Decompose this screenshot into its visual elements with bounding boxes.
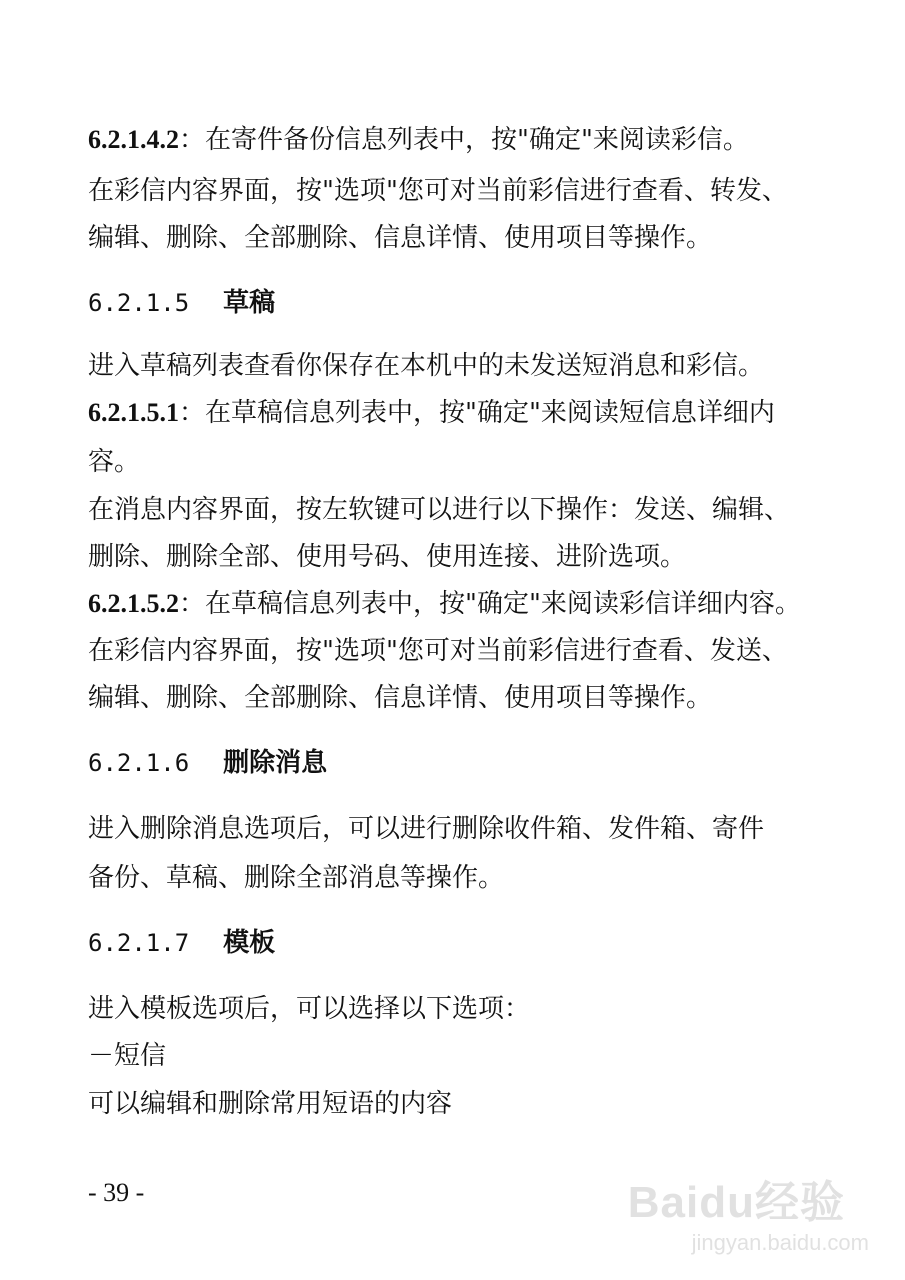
clause-text: ：在寄件备份信息列表中，按"确定"来阅读彩信。 xyxy=(179,125,749,155)
clause-text: ：在草稿信息列表中，按"确定"来阅读彩信详细内容。 xyxy=(179,589,801,619)
line-6-2-1-4-2 xyxy=(88,123,825,157)
body-line: 编辑、删除、全部删除、信息详情、使用项目等操作。 xyxy=(88,683,713,713)
body-line: 可以编辑和删除常用短语的内容 xyxy=(88,1089,453,1119)
section-title: 草稿 xyxy=(223,288,276,318)
watermark-url: jingyan.baidu.com xyxy=(691,1230,869,1255)
section-title: 删除消息 xyxy=(223,748,328,778)
body-line: 在消息内容界面，按左软键可以进行以下操作：发送、编辑、 xyxy=(88,495,791,525)
body-line: 在彩信内容界面，按"选项"您可对当前彩信进行查看、转发、 xyxy=(88,176,788,206)
section-number: 6.2.1.6 xyxy=(88,749,190,777)
line-6-2-1-5-2 xyxy=(88,587,825,621)
section-heading-drafts xyxy=(88,286,825,320)
line-6-2-1-5-1 xyxy=(88,396,825,430)
body-line: 编辑、删除、全部删除、信息详情、使用项目等操作。 xyxy=(88,223,713,253)
body-line: 删除、删除全部、使用号码、使用连接、进阶选项。 xyxy=(88,542,687,572)
body-line: 容。 xyxy=(88,447,141,477)
clause-number: 6.2.1.4.2 xyxy=(88,125,179,154)
section-number: 6.2.1.7 xyxy=(88,929,190,957)
clause-number: 6.2.1.5.2 xyxy=(88,589,179,618)
section-heading-delete-messages xyxy=(88,746,825,780)
page-number: - 39 - xyxy=(88,1178,145,1207)
body-line: －短信 xyxy=(88,1041,167,1071)
body-line: 进入模板选项后，可以选择以下选项： xyxy=(88,994,531,1024)
clause-number: 6.2.1.5.1 xyxy=(88,398,179,427)
body-line: 进入草稿列表查看你保存在本机中的未发送短消息和彩信。 xyxy=(88,351,765,381)
body-line: 进入删除消息选项后，可以进行删除收件箱、发件箱、寄件 xyxy=(88,814,765,844)
watermark-logo: Baidu经验 xyxy=(627,1178,845,1227)
body-line: 备份、草稿、删除全部消息等操作。 xyxy=(88,863,505,893)
clause-text: ：在草稿信息列表中，按"确定"来阅读短信息详细内 xyxy=(179,398,775,428)
section-title: 模板 xyxy=(223,928,276,958)
section-number: 6.2.1.5 xyxy=(88,289,190,317)
section-heading-templates xyxy=(88,926,825,960)
baidu-watermark xyxy=(619,1166,869,1256)
body-line: 在彩信内容界面，按"选项"您可对当前彩信进行查看、发送、 xyxy=(88,636,788,666)
